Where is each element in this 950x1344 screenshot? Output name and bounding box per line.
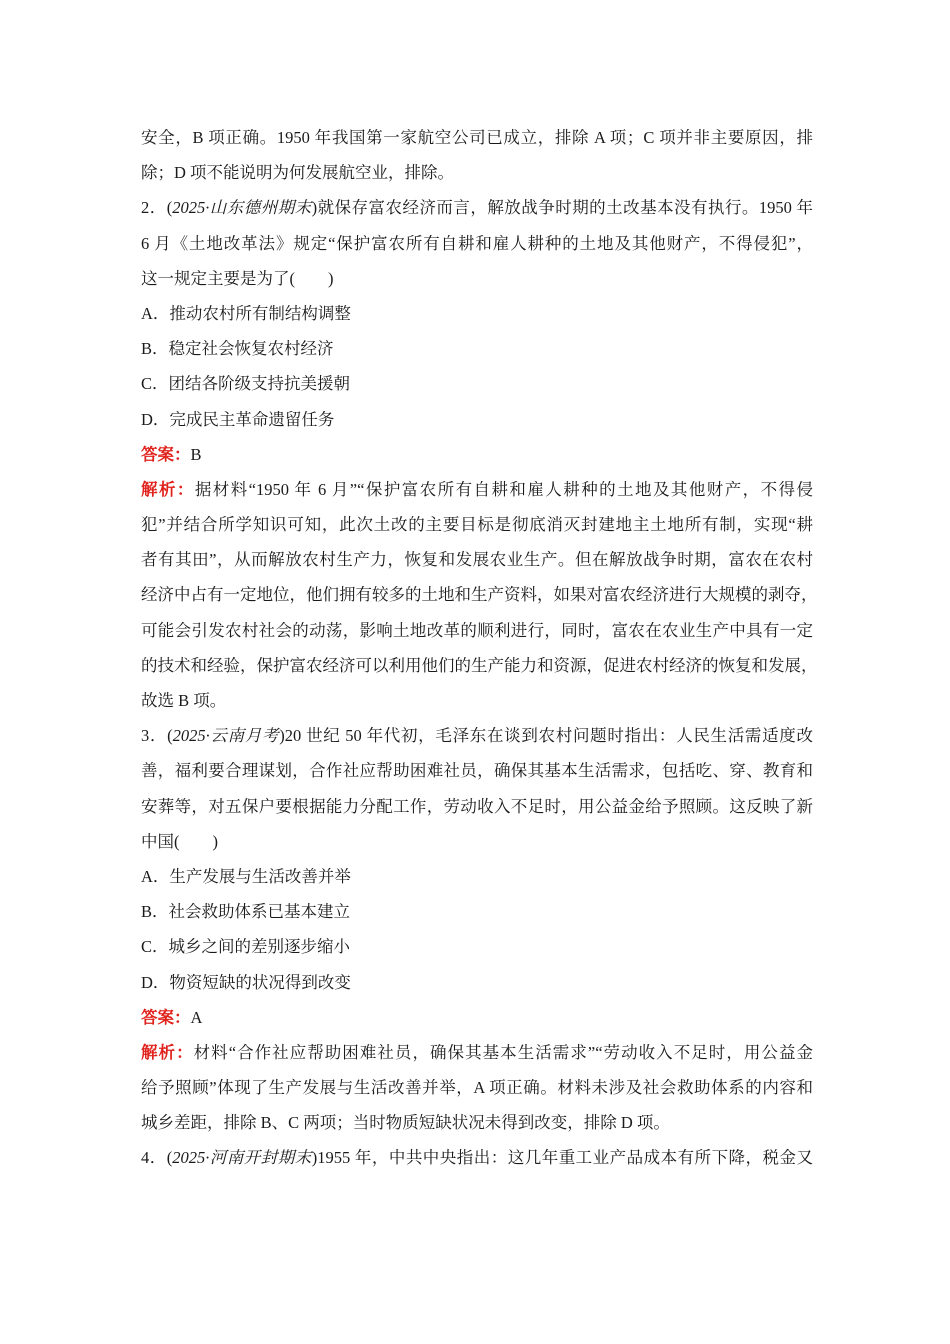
stem-text: )1955 年，中共中央指出：这几年重工业产品成本有所下降，税金又 bbox=[311, 1148, 813, 1168]
question-source: 2025·河南开封期末 bbox=[172, 1148, 312, 1168]
text-line: 故选 B 项。 bbox=[141, 691, 227, 710]
document-page bbox=[141, 120, 818, 1176]
question-number: 4．( bbox=[141, 1148, 173, 1168]
option-b: B．稳定社会恢复农村经济 bbox=[141, 339, 334, 359]
option-d: D．完成民主革命遗留任务 bbox=[141, 409, 335, 429]
analysis-label: 解析： bbox=[141, 479, 195, 499]
text-line: 安全，B 项正确。1950 年我国第一家航空公司已成立，排除 A 项；C 项并非主要原因，排 bbox=[141, 128, 813, 147]
answer-value: B bbox=[190, 444, 202, 464]
option-c: C．城乡之间的差别逐步缩小 bbox=[141, 937, 351, 957]
option-a: A．推动农村所有制结构调整 bbox=[141, 303, 351, 323]
question-number: 3．( bbox=[141, 726, 173, 746]
stem-text: )就保存富农经济而言，解放战争时期的土改基本没有执行。1950 年 bbox=[311, 198, 814, 218]
text-line: 这一规定主要是为了( ) bbox=[141, 268, 334, 288]
question-4-stem bbox=[141, 1140, 813, 1175]
question-3-stem bbox=[141, 718, 813, 753]
answer-line bbox=[141, 437, 813, 472]
analysis-text: 材料“合作社应帮助困难社员，确保其基本生活需求”“劳动收入不足时，用公益金 bbox=[193, 1042, 813, 1062]
text-line: 安葬等，对五保户要根据能力分配工作，劳动收入不足时，用公益金给予照顾。这反映了新 bbox=[141, 796, 813, 816]
text-line: 经济中占有一定地位，他们拥有较多的土地和生产资料，如果对富农经济进行大规模的剥夺， bbox=[141, 585, 818, 605]
analysis-label: 解析： bbox=[141, 1042, 194, 1062]
text-line: 除；D 项不能说明为何发展航空业，排除。 bbox=[141, 163, 455, 183]
question-number: 2．( bbox=[141, 198, 173, 218]
answer-label: 答案： bbox=[141, 1007, 191, 1027]
text-line: 犯”并结合所学知识可知，此次土改的主要目标是彻底消灭封建地主土地所有制，实现“耕 bbox=[141, 515, 813, 535]
analysis-line bbox=[141, 472, 813, 507]
option-b: B．社会救助体系已基本建立 bbox=[141, 902, 351, 922]
text-line: 城乡差距，排除 B、C 两项；当时物质短缺状况未得到改变，排除 D 项。 bbox=[141, 1113, 670, 1133]
text-line: 者有其田”，从而解放农村生产力，恢复和发展农业生产。但在解放战争时期，富农在农村 bbox=[141, 550, 813, 570]
stem-text: )20 世纪 50 年代初，毛泽东在谈到农村问题时指出：人民生活需适度改 bbox=[279, 726, 813, 746]
text-line: 善，福利要合理谋划，合作社应帮助困难社员，确保其基本生活需求，包括吃、穿、教育和 bbox=[141, 761, 813, 781]
option-c: C．团结各阶级支持抗美援朝 bbox=[141, 374, 351, 394]
option-a: A．生产发展与生活改善并举 bbox=[141, 866, 351, 886]
question-2-stem bbox=[141, 190, 813, 225]
analysis-text: 据材料“1950 年 6 月”“保护富农所有自耕和雇人耕种的土地及其他财产，不得侵 bbox=[194, 479, 813, 499]
question-source: 2025·云南月考 bbox=[172, 726, 280, 746]
answer-label: 答案： bbox=[141, 444, 191, 464]
text-line: 可能会引发农村社会的动荡，影响土地改革的顺利进行，同时，富农在农业生产中具有一定 bbox=[141, 620, 813, 640]
text-line: 的技术和经验，保护富农经济可以利用他们的生产能力和资源，促进农村经济的恢复和发展， bbox=[141, 655, 818, 675]
text-line: 中国( ) bbox=[141, 831, 218, 851]
option-d: D．物资短缺的状况得到改变 bbox=[141, 972, 351, 992]
text-line: 6 月《土地改革法》规定“保护富农所有自耕和雇人耕种的土地及其他财产，不得侵犯”， bbox=[141, 233, 813, 253]
answer-value: A bbox=[190, 1007, 203, 1027]
answer-line bbox=[141, 1000, 813, 1035]
question-source: 2025·山东德州期末 bbox=[172, 198, 312, 218]
analysis-line bbox=[141, 1035, 813, 1070]
text-line: 给予照顾”体现了生产发展与生活改善并举，A 项正确。材料未涉及社会救助体系的内容和 bbox=[141, 1078, 813, 1098]
